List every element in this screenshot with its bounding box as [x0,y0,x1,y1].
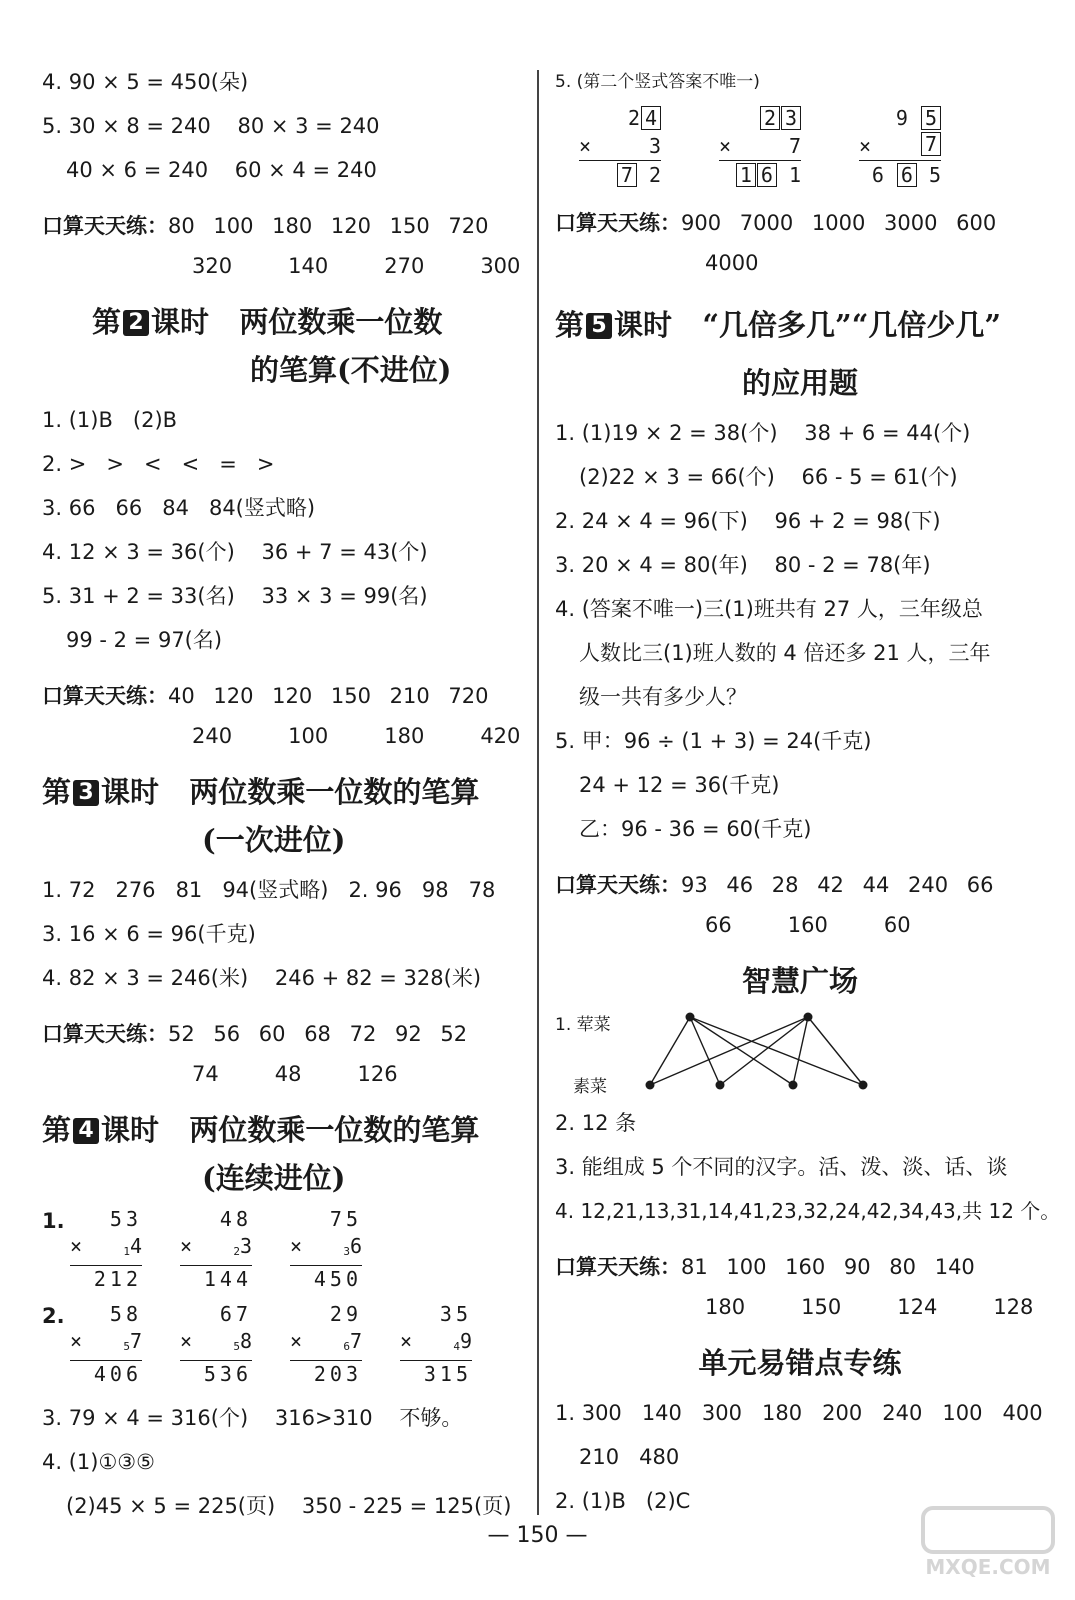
answer-line: 5. (第二个竖式答案不唯一) [555,72,760,92]
answer-line: 3. 20 × 4 = 80(年) 80 - 2 = 78(年) [555,553,931,577]
answer-line: 4. 82 × 3 = 246(米) 246 + 82 = 328(米) [42,966,482,990]
answer-line: 乙：96 - 36 = 60(千克) [579,817,812,841]
oral-values: 4000 [705,251,759,275]
oral-values: 81 100 160 90 80 140 [681,1255,975,1279]
oral-values: 240 100 180 420 [192,724,521,748]
answer-line: 1. 300 140 300 180 200 240 100 400 [555,1401,1043,1425]
lesson-number-badge: 4 [73,1118,99,1144]
right-column [555,60,1061,1523]
oral-values: 93 46 28 42 44 240 66 [681,873,994,897]
lesson-title: 第 2 课时 两位数乘一位数 的笔算(不进位) [92,305,452,387]
answer-line: 5. 30 × 8 = 240 80 × 3 = 240 [42,114,380,138]
answer-line: 5. 31 + 2 = 33(名) 33 × 3 = 99(名) [42,584,428,608]
oral-practice [555,1247,1045,1327]
answer-line: 210 480 [579,1445,680,1469]
column-divider [537,70,539,1515]
oral-label: 口算天天练： [42,1022,168,1046]
oral-values: 52 56 60 68 72 92 52 [168,1022,468,1046]
answer-line: 3. 能组成 5 个不同的汉字。活、泼、淡、话、谈 [555,1155,1008,1179]
answer-line: (2)45 × 5 = 225(页) 350 - 225 = 125(页) [66,1494,512,1518]
oral-label: 口算天天练： [42,684,168,708]
oral-label: 口算天天练： [555,211,681,235]
page-number: — 150 — [487,1523,588,1548]
oral-label: 口算天天练： [555,873,681,897]
lesson-number-badge: 2 [123,310,149,336]
vertical-calc-row: 2. 58 × 57 406 67 × 58 536 29 × 67 203 35 × 49 315 [42,1302,472,1386]
oral-values: 320 140 270 300 [192,254,521,278]
boxed-vertical-row [555,104,1045,189]
oral-practice [555,203,1045,283]
meat-dish-label: 1. 荤菜 [555,1015,611,1035]
answer-line: 3. 79 × 4 = 316(个) 316>310 不够。 [42,1406,463,1430]
vertical-multiplication: 58 × 57 406 [70,1302,142,1386]
section-title: 单元易错点专练 [698,1346,902,1380]
answer-line: 2. > > < < = > [42,452,275,476]
answer-line: 级一共有多少人？ [579,685,747,709]
lesson-number-badge: 5 [586,313,612,339]
vertical-multiplication: 75 × 36 450 [290,1207,362,1291]
answer-line: 99 - 2 = 97(名) [66,628,223,652]
lesson-title: 第 3 课时 两位数乘一位数的笔算 (一次进位) [42,775,480,857]
answer-line: 1. (1)19 × 2 = 38(个) 38 + 6 = 44(个) [555,421,971,445]
oral-values: 180 150 124 128 [705,1295,1034,1319]
oral-practice [42,1014,532,1094]
vertical-multiplication: 29 × 67 203 [290,1302,362,1386]
matching-lines [555,1009,1045,1101]
answer-line: 5. 甲：96 ÷ (1 + 3) = 24(千克) [555,729,872,753]
boxed-vertical-multiplication: 9 5 × 7 6 6 5 [859,106,941,187]
vertical-multiplication: 48 × 23 144 [180,1207,252,1291]
answer-line: 4. (1)①③⑤ [42,1450,155,1474]
lesson-title: 第 5 课时 “几倍多几”“几倍少几” 的应用题 [555,308,1002,400]
boxed-vertical-multiplication: 2 4 × 3 7 2 [579,106,661,187]
lesson-number-badge: 3 [73,780,99,806]
oral-practice [42,206,532,286]
oral-values: 900 7000 1000 3000 600 [681,211,997,235]
boxed-vertical-multiplication: 2 3 × 7 1 6 1 [719,106,801,187]
answer-line: 3. 16 × 6 = 96(千克) [42,922,256,946]
watermark-logo [913,1502,1063,1582]
answer-line: (2)22 × 3 = 66(个) 66 - 5 = 61(个) [579,465,958,489]
answer-line: 24 + 12 = 36(千克) [579,773,780,797]
answer-line: 4. 90 × 5 = 450(朵) [42,70,249,94]
vertical-multiplication: 53 × 14 212 [70,1207,142,1291]
answer-line: 2. 12 条 [555,1111,637,1135]
left-column [42,60,532,1528]
answer-line: 4. 12,21,13,31,14,41,23,32,24,42,34,43,共 12 个。 [555,1199,1061,1223]
oral-label: 口算天天练： [42,214,168,238]
watermark-text: MXQE.COM [925,1555,1051,1579]
oral-values: 80 100 180 120 150 720 [168,214,489,238]
vertical-multiplication: 67 × 58 536 [180,1302,252,1386]
section-title: 智慧广场 [741,964,858,998]
oral-label: 口算天天练： [555,1255,681,1279]
oral-practice [555,865,1045,945]
oral-practice [42,676,532,756]
vertical-multiplication: 35 × 49 315 [400,1302,472,1386]
answer-line: 人数比三(1)班人数的 4 倍还多 21 人，三年 [579,641,991,665]
answer-line: 1. 72 276 81 94(竖式略) 2. 96 98 78 [42,878,496,902]
oral-values: 66 160 60 [705,913,911,937]
answer-line: 2. (1)B (2)C [555,1489,691,1513]
lesson-title: 第 4 课时 两位数乘一位数的笔算 (连续进位) [42,1113,480,1195]
veg-dish-label: 素菜 [573,1077,607,1097]
answer-line: 4. 12 × 3 = 36(个) 36 + 7 = 43(个) [42,540,428,564]
answer-line: 40 × 6 = 240 60 × 4 = 240 [66,158,377,182]
oral-values: 40 120 120 150 210 720 [168,684,489,708]
answer-line: 1. (1)B (2)B [42,408,178,432]
answer-line: 2. 24 × 4 = 96(下) 96 + 2 = 98(下) [555,509,941,533]
vertical-calc-row: 1. 53 × 14 212 48 × 23 144 75 × 36 450 [42,1207,362,1291]
answer-line: 4. (答案不唯一)三(1)班共有 27 人，三年级总 [555,597,983,621]
matching-diagram [555,1009,1045,1101]
answer-line: 3. 66 66 84 84(竖式略) [42,496,316,520]
oral-values: 74 48 126 [192,1062,398,1086]
